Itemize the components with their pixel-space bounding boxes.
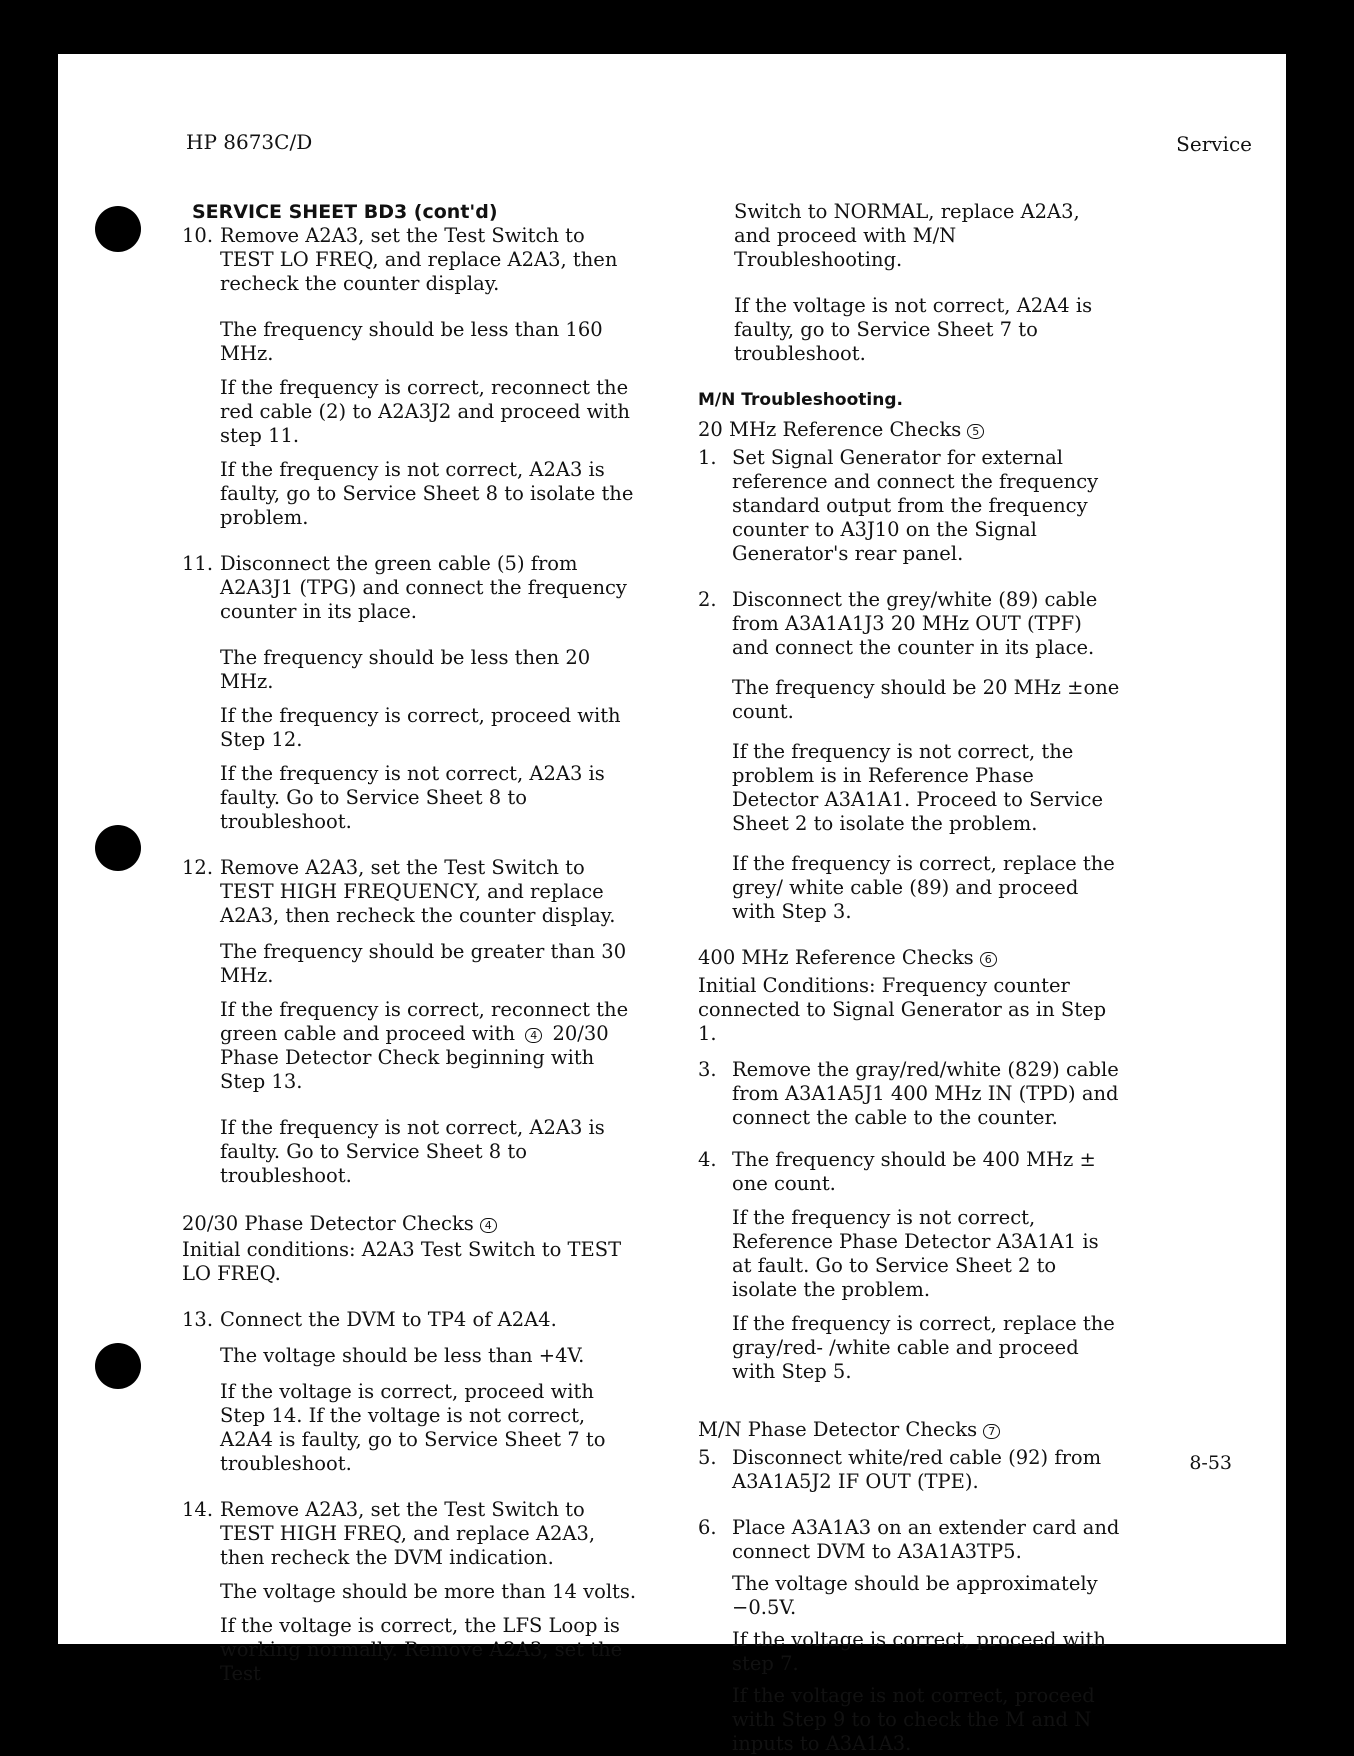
paragraph: If the frequency is correct, reconnect the red cable (2) to A2A3J2 and proceed with step 11. — [220, 376, 630, 447]
section-heading — [698, 1418, 1122, 1442]
paragraph: If the frequency is not correct, the problem is in Reference Phase Detector A3A1A1. Proceed to Service Sheet 2 to isolate the problem. — [732, 740, 1104, 835]
heading-text: 400 MHz Reference Checks — [698, 946, 974, 969]
step-5 — [698, 1446, 1122, 1494]
paragraph: The frequency should be less than 160 MHz. — [220, 318, 603, 365]
step-1 — [698, 446, 1122, 566]
document-page — [58, 54, 1286, 1755]
step-number: 1. — [698, 446, 717, 469]
step-number: 5. — [698, 1446, 717, 1469]
paragraph: If the frequency is not correct, A2A3 is faulty. Go to Service Sheet 8 to troubleshoot. — [220, 762, 605, 833]
step-11 — [182, 552, 642, 834]
paragraph: If the frequency is not correct, A2A3 is faulty, go to Service Sheet 8 to isolate the problem. — [220, 458, 634, 529]
initial-conditions: Initial conditions: A2A3 Test Switch to TEST LO FREQ. — [182, 1238, 622, 1285]
heading-text: 20/30 Phase Detector Checks — [182, 1212, 474, 1235]
binder-hole — [95, 1343, 141, 1389]
paragraph: If the voltage is correct, proceed with step 7. — [732, 1628, 1106, 1675]
paragraph: If the frequency is not correct, Reference Phase Detector A3A1A1 is at fault. Go to Service Sheet 2 to isolate the problem. — [732, 1206, 1099, 1301]
step-3 — [698, 1058, 1122, 1130]
step-12 — [182, 856, 642, 1188]
paragraph: If the voltage is not correct, A2A4 is faulty, go to Service Sheet 7 to troubleshoot. — [734, 294, 1093, 365]
paragraph: If the frequency is not correct, A2A3 is faulty. Go to Service Sheet 8 to troubleshoot. — [220, 1116, 605, 1187]
step-text: Remove the gray/red/white (829) cable from A3A1A5J1 400 MHz IN (TPD) and connect the cable to the counter. — [732, 1058, 1119, 1129]
step-number: 10. — [182, 224, 214, 247]
check-symbol-icon: 5 — [967, 424, 984, 439]
step-6 — [698, 1516, 1122, 1756]
check-symbol-icon: 4 — [480, 1218, 497, 1233]
step-10 — [182, 224, 642, 530]
step-number: 12. — [182, 856, 214, 879]
paragraph-text: 20/30 Phase Detector Check beginning with Step 13. — [220, 1022, 609, 1093]
binder-hole — [95, 825, 141, 871]
service-sheet-title: SERVICE SHEET BD3 (cont'd) — [192, 201, 498, 223]
step-text: Set Signal Generator for external reference and connect the frequency standard output from the frequency counter to A3J10 on the Signal Generator's rear panel. — [732, 446, 1099, 565]
step-14 — [182, 1498, 642, 1686]
paragraph: The voltage should be more than 14 volts. — [220, 1580, 637, 1603]
page-number: 8-53 — [1189, 1452, 1232, 1474]
left-column — [182, 200, 642, 1686]
binder-hole — [95, 206, 141, 252]
section-heading — [698, 946, 1122, 970]
paragraph: The voltage should be approximately −0.5V. — [732, 1572, 1098, 1619]
paragraph: If the voltage is correct, the LFS Loop is working normally. Remove A2A3, set the Test — [220, 1614, 623, 1685]
step-text: Disconnect the green cable (5) from A2A3J1 (TPG) and connect the frequency counter in its place. — [220, 552, 627, 623]
step-number: 6. — [698, 1516, 717, 1539]
initial-conditions: Initial Conditions: Frequency counter connected to Signal Generator as in Step 1. — [698, 974, 1107, 1045]
paragraph: If the frequency is correct, replace the gray/red- /white cable and proceed with Step 5. — [732, 1312, 1115, 1383]
check-symbol-icon: 7 — [983, 1424, 1000, 1439]
step-number: 14. — [182, 1498, 214, 1521]
step-number: 4. — [698, 1148, 717, 1171]
step-text: Remove A2A3, set the Test Switch to TEST HIGH FREQ, and replace A2A3, then recheck the DVM indication. — [220, 1498, 596, 1569]
paragraph: If the voltage is correct, proceed with Step 14. If the voltage is not correct, A2A4 is faulty, go to Service Sheet 7 to troubleshoot. — [220, 1380, 606, 1475]
heading-text: 20 MHz Reference Checks — [698, 418, 962, 441]
paragraph: If the frequency is correct, proceed with Step 12. — [220, 704, 621, 751]
step-number: 13. — [182, 1308, 214, 1331]
header-model: HP 8673C/D — [186, 130, 313, 154]
paragraph — [220, 998, 642, 1094]
paragraph: The frequency should be less then 20 MHz. — [220, 646, 591, 693]
section-heading — [182, 1212, 642, 1236]
step-text: Remove A2A3, set the Test Switch to TEST LO FREQ, and replace A2A3, then recheck the counter display. — [220, 224, 618, 295]
step-number: 11. — [182, 552, 214, 575]
step-number: 2. — [698, 588, 717, 611]
mn-troubleshooting-title: M/N Troubleshooting. — [698, 390, 903, 410]
heading-text: M/N Phase Detector Checks — [698, 1418, 978, 1441]
step-4 — [698, 1148, 1122, 1384]
check-symbol-icon: 6 — [980, 952, 997, 967]
paragraph: If the frequency is correct, replace the grey/ white cable (89) and proceed with Step 3. — [732, 852, 1115, 923]
paragraph: The frequency should be greater than 30 MHz. — [220, 940, 627, 987]
step-text: Remove A2A3, set the Test Switch to TEST HIGH FREQUENCY, and replace A2A3, then recheck the counter display. — [220, 856, 616, 927]
paragraph: Switch to NORMAL, replace A2A3, and proceed with M/N Troubleshooting. — [734, 200, 1080, 271]
step-number: 3. — [698, 1058, 717, 1081]
step-2 — [698, 588, 1122, 924]
check-symbol-icon: 4 — [525, 1028, 542, 1043]
step-13 — [182, 1308, 642, 1476]
step-text: Connect the DVM to TP4 of A2A4. — [220, 1308, 557, 1331]
step-text: Disconnect the grey/white (89) cable from A3A1A1J3 20 MHz OUT (TPF) and connect the counter in its place. — [732, 588, 1098, 659]
right-column — [698, 200, 1122, 1756]
paragraph: The frequency should be 20 MHz ±one count. — [732, 676, 1120, 723]
header-section: Service — [1176, 132, 1252, 156]
step-text: Place A3A1A3 on an extender card and connect DVM to A3A1A3TP5. — [732, 1516, 1120, 1563]
paragraph: The voltage should be less than +4V. — [220, 1344, 585, 1367]
paragraph: If the voltage is not correct, proceed with Step 9 to to check the M and N inputs to A3A1A3. — [732, 1684, 1095, 1755]
paragraph-text: If the frequency is correct, reconnect the green cable and proceed with — [220, 998, 629, 1045]
section-heading — [698, 418, 1122, 442]
step-text: The frequency should be 400 MHz ± one count. — [732, 1148, 1096, 1195]
step-text: Disconnect white/red cable (92) from A3A1A5J2 IF OUT (TPE). — [732, 1446, 1102, 1493]
